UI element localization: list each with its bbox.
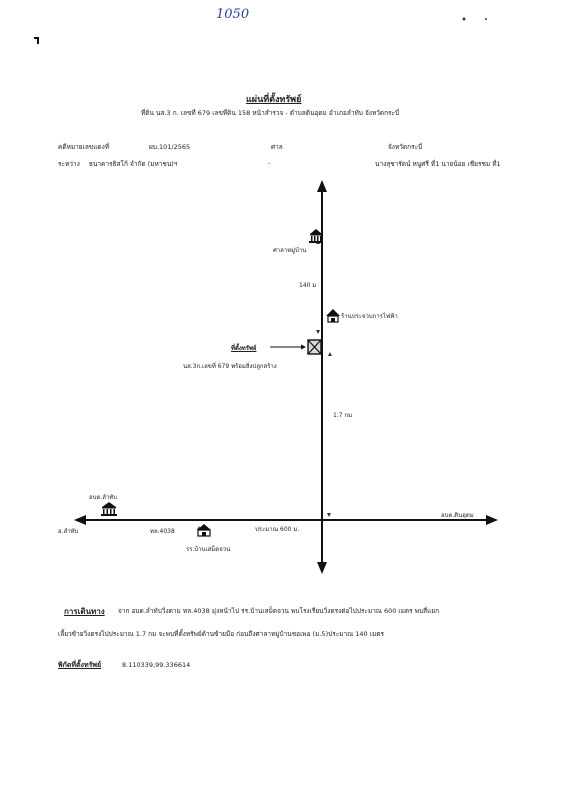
school-label: รร.บ้านเสม็ดจวน [186,546,231,553]
directions-label: การเดินทาง [64,607,105,616]
directions-line-2: เลี้ยวซ้ายวิ่งตรงไปประมาณ 1.7 กม จะพบที่ตั้งทรัพย์ด้านซ้ายมือ ก่อนถึงศาลาหมู่บ้านชอเพอ (ม.5)ประมาณ 140 เมตร [58,630,384,638]
coordinates-label: พิกัดที่ตั้งทรัพย์ [58,661,102,669]
directions-line-1: จาก อบต.ลำทับวิ่งตาม ทล.4038 มุ่งหน้าไป รร.บ้านเสม็ดจวน พบโรงเรียนวิ่งตรงต่อไปประมาณ 600 เมตร พบสี่แยก [118,607,440,615]
court-name: จังหวัดกระบี่ [388,143,423,151]
defendants: นางสุชารัตน์ หนูศรี ที่1 นายน้อย เชียรชม ที่1 [375,160,501,168]
school-icon [197,524,211,536]
property-marker-icon [308,340,321,354]
handwritten-page-number: 1050 [216,7,250,22]
shop-icon [326,309,340,322]
distance-600m: ประมาณ 600 ม. [255,526,300,533]
court-label: ศาล [271,143,283,151]
case-number: ผบ.101/2565 [149,143,191,151]
arrow-right-icon [486,515,498,525]
scan-dot [485,18,487,20]
village-hall-icon [309,229,323,243]
village-hall-label: ศาลาหมู่บ้าน [273,247,307,254]
din-udom-office-label: อบต.ดินอุดม [441,512,474,519]
lamthap-office-label: อบต.ลำทับ [89,494,118,501]
page-title: แผ่นที่ตั้งทรัพย์ [246,95,302,105]
road-code-label: ทล.4038 [150,528,175,535]
separator-dash: - [268,159,271,167]
arrow-down-icon [317,562,327,574]
government-office-icon [101,502,117,516]
page-subtitle: ที่ดิน นส.3 ก. เลขที่ 679 เลขที่ดิน 158 หน้าสำรวจ - ตำบลดินอุดม อำเภอลำทับ จังหวัดกระบี่ [141,109,400,117]
pointer-arrow-icon [301,345,306,350]
coordinates-value: 8.110339,99.336614 [122,661,191,669]
case-label: คดีหมายเลขแดงที่ [58,143,110,151]
small-mark [328,352,332,356]
to-lamthap-label: อ.ลำทับ [58,528,79,535]
scan-mark [34,38,38,44]
property-label: ที่ตั้งทรัพย์ [231,345,257,352]
scan-dot [463,18,466,21]
arrow-up-icon [317,180,327,192]
between-label: ระหว่าง [58,160,80,168]
small-mark [327,513,331,517]
plaintiff: ธนาคารธิสโก้ จำกัด (มหาชน)ฯ [89,160,178,168]
small-mark [316,330,320,334]
arrow-left-icon [74,515,86,525]
electric-shop-label: ร้านประจวบการไฟฟ้า [341,313,398,320]
distance-140m: 140 ม [299,282,317,289]
distance-1-7km: 1.7 กม [333,412,353,419]
property-description: นส.3ก.เลขที่ 679 พร้อมสิ่งปลูกสร้าง [183,363,277,370]
